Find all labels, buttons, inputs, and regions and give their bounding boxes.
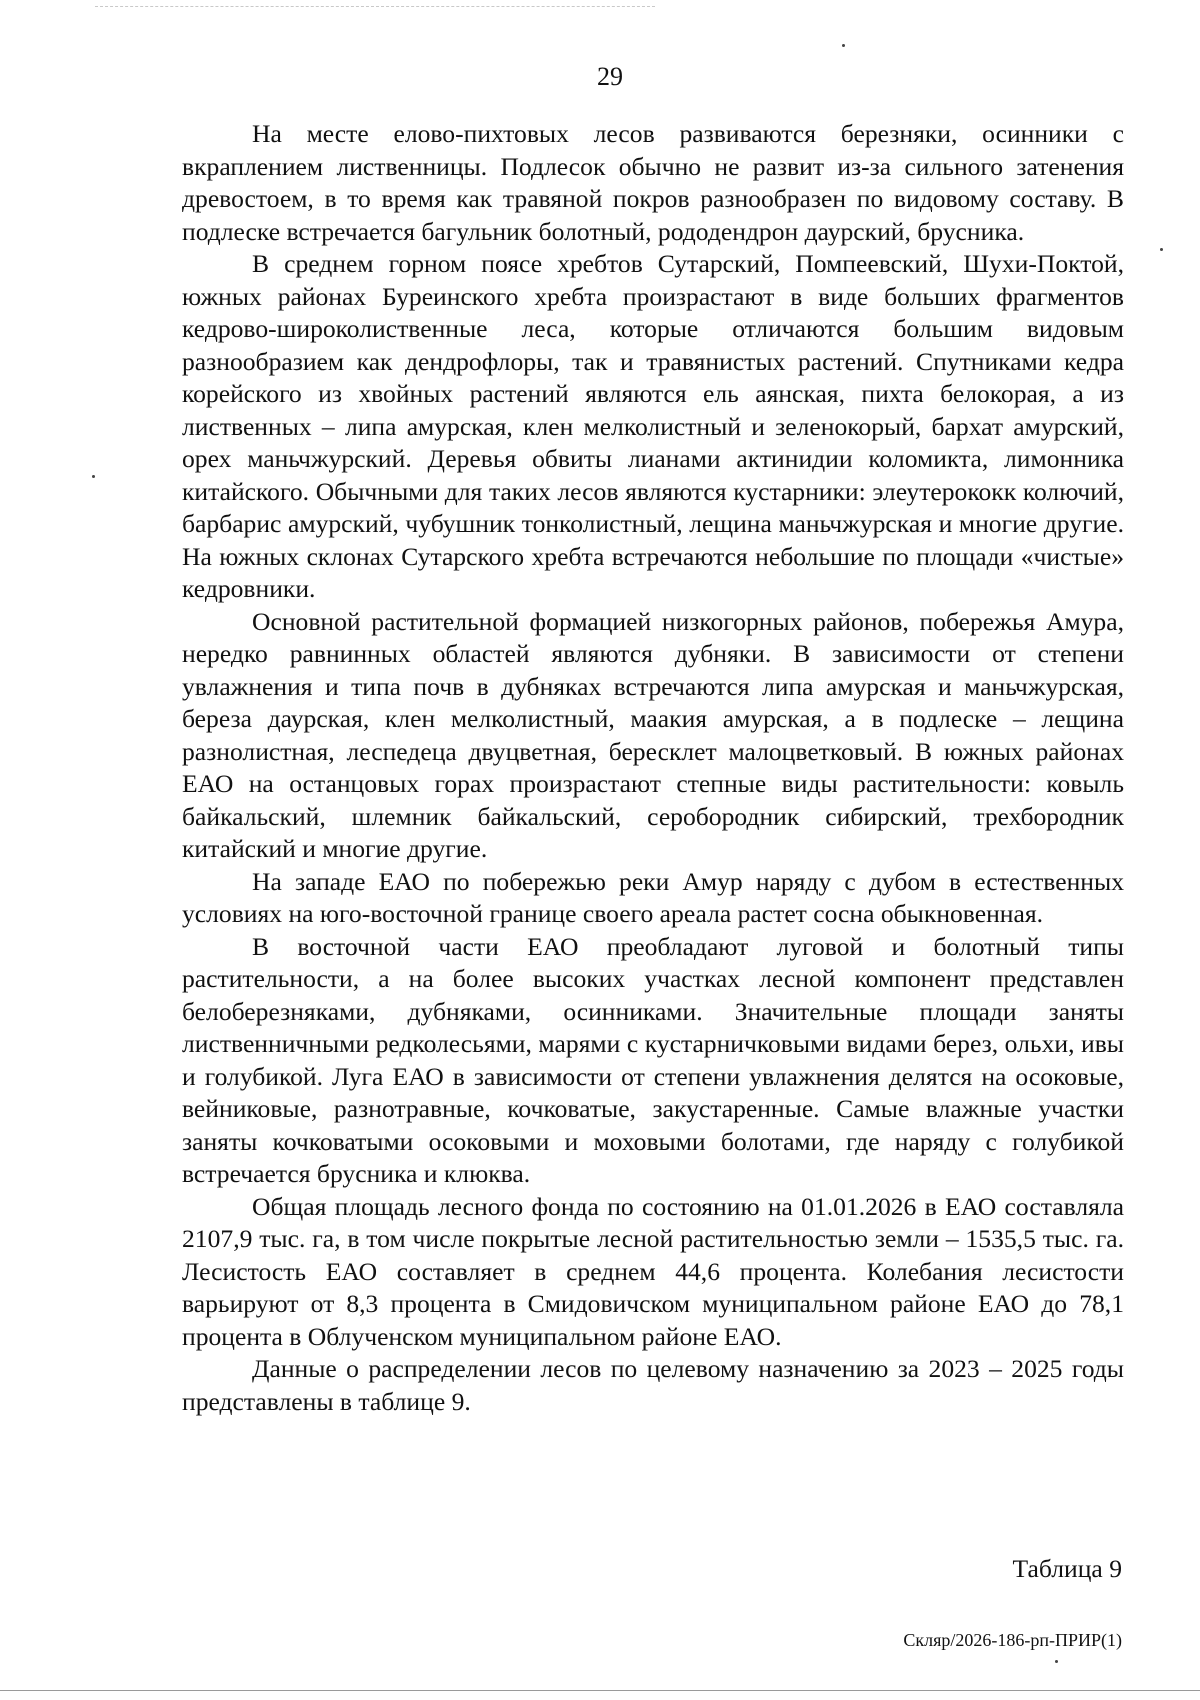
paragraph-2: В среднем горном поясе хребтов Сутарский, Помпеевский, Шухи-Поктой, южных районах Буреинского хребта произрастают в виде больших фрагментов кедрово-широколиственные леса, которые отличаются большим видовым разнообразием как дендрофлоры, так и травянистых растений. Спутниками кедра корейского из хвойных растений являются ель аянская, пихта белокорая, а из лиственных – липа амурская, клен мелколистный и зеленокорый, бархат амурский, орех маньчжурский. Деревья обвиты лианами актинидии коломикта, лимонника китайского. Обычными для таких лесов являются кустарники: элеутерококк колючий, барбарис амурский, чубушник тонколистный, лещина маньчжурская и многие другие. На южных склонах Сутарского хребта встречаются небольшие по площади «чистые» кедровники. [182,249,1124,603]
scan-speck [1055,1660,1058,1663]
scan-speck [842,44,845,47]
paragraph-4: На западе ЕАО по побережью реки Амур наряду с дубом в естественных условиях на юго-восточной границе своего ареала растет сосна обыкновенная. [182,866,1124,928]
paragraph-3: Основной растительной формацией низкогорных районов, побережья Амура, нередко равнинных областей являются дубняки. В зависимости от степени увлажнения и типа почв в дубняках встречаются липа амурская и маньчжурская, береза даурская, клен мелколистный, маакия амурская, а в подлеске – лещина разнолистная, леспедеца двуцветная, бересклет малоцветковый. В южных районах ЕАО на останцовых горах произрастают степные виды растительности: ковыль байкальский, шлемник байкальский, серобородник сибирский, трехбородник китайский и многие другие. [182,606,1124,863]
paragraph-6: Общая площадь лесного фонда по состоянию на 01.01.2026 в ЕАО составляла 2107,9 тыс. га, в том числе покрытые лесной растительностью земли – 1535,5 тыс. га. Лесистость ЕАО составляет в среднем 44,6 процента. Колебания лесистости варьируют от 8,3 процента в Смидовичском муниципальном районе ЕАО до 78,1 процента в Облученском муниципальном районе ЕАО. [182,1191,1124,1351]
document-code: Скляр/2026-186-рп-ПРИР(1) [903,1630,1122,1650]
paragraph-1: На месте елово-пихтовых лесов развиваются березняки, осинники с вкраплением лиственницы. Подлесок обычно не развит из-за сильного затенения древостоем, в то время как травяной покров разнообразен по видовому составу. В подлеске встречается багульник болотный, рододендрон даурский, брусника. [182,119,1124,246]
paragraph-5: В восточной части ЕАО преобладают луговой и болотный типы растительности, а на более высоких участках лесной компонент представлен белоберезняками, дубняками, осинниками. Значительные площади заняты лиственничными редколесьями, марями с кустарничковыми видами берез, ольхи, ивы и голубикой. Луга ЕАО в зависимости от степени увлажнения делятся на осоковые, вейниковые, разнотравные, кочковатые, закустаренные. Самые влажные участки заняты кочковатыми осоковыми и моховыми болотами, где наряду с голубикой встречается брусника и клюква. [182,931,1124,1188]
table-caption: Таблица 9 [1012,1554,1122,1583]
paragraph-7: Данные о распределении лесов по целевому назначению за 2023 – 2025 годы представлены в таблице 9. [182,1354,1124,1416]
scan-speck [92,475,95,478]
scan-top-edge [95,6,655,7]
scan-speck [1160,248,1163,251]
page-number: 29 [597,62,623,91]
scan-bottom-edge [0,1690,1200,1691]
document-body [182,118,1124,1418]
